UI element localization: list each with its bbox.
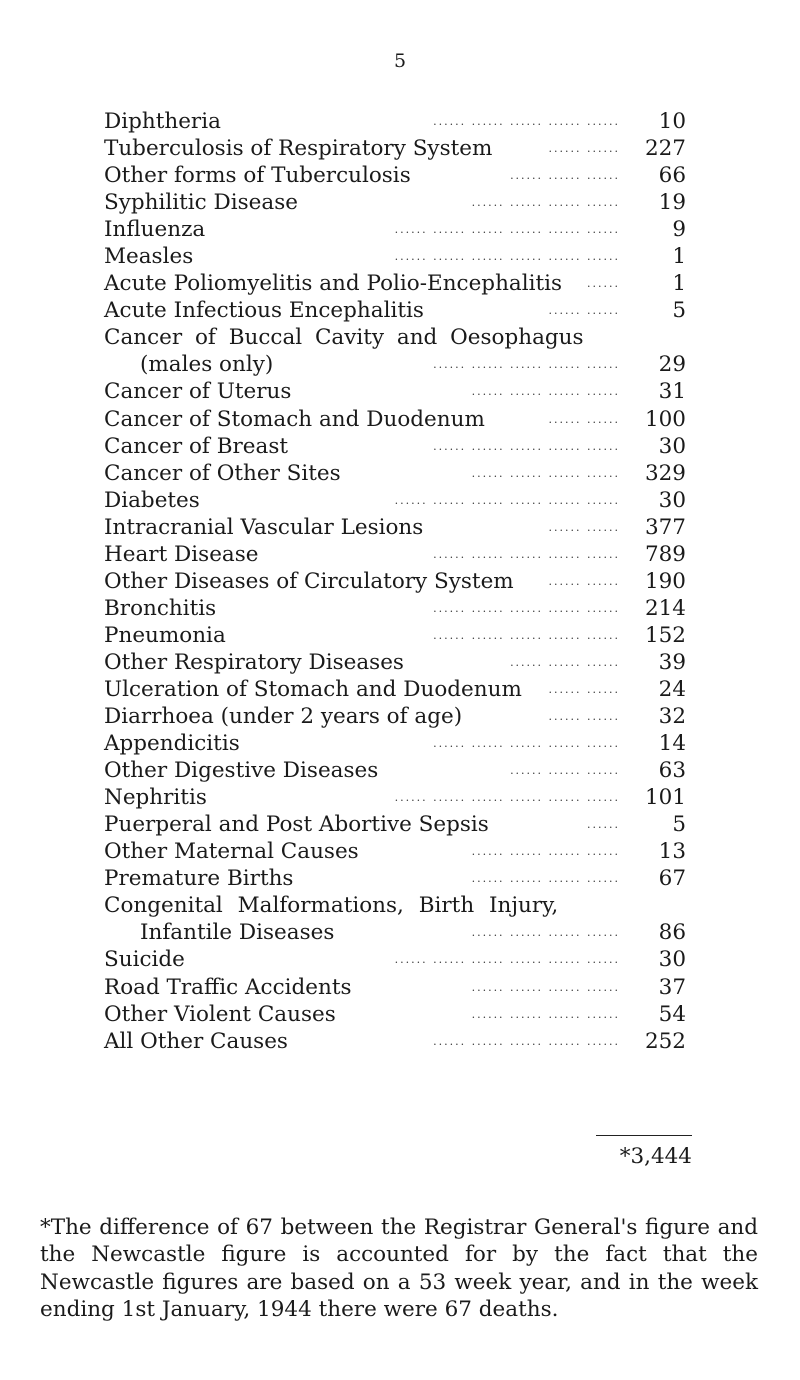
cause-label: Pneumonia (104, 622, 226, 648)
table-row (104, 1001, 694, 1028)
cause-label: Other Digestive Diseases (104, 758, 379, 784)
cause-label: Intracranial Vascular Lesions (104, 514, 424, 540)
cause-count: 1 (672, 271, 686, 297)
dot-leader: ...... ...... ...... ...... ...... ...... (394, 223, 620, 237)
cause-label: Acute Poliomyelitis and Polio-Encephalitis (104, 271, 563, 297)
dot-leader: ...... (587, 818, 620, 832)
cause-label: Other forms of Tuberculosis (104, 163, 411, 189)
cause-label: Appendicitis (104, 731, 240, 757)
cause-count: 54 (658, 1001, 686, 1027)
footnote: *The difference of 67 between the Registrar General's figure and the Newcastle figure is accounted for by the fact that the Newcastle figures are based on a 53 week year, and in the week ending 1st January, 1944 there were 67 deaths. (40, 1214, 758, 1322)
table-row (104, 676, 694, 703)
page-number: 5 (393, 50, 407, 72)
dot-leader: ...... ...... (548, 520, 620, 534)
cause-count: 214 (644, 595, 686, 621)
cause-label: Suicide (104, 947, 185, 973)
table-row (104, 216, 694, 243)
cause-label: All Other Causes (104, 1028, 288, 1054)
total-deaths: *3,444 (619, 1144, 692, 1169)
cause-count: 31 (658, 379, 686, 405)
table-row (104, 135, 694, 162)
dot-leader: ...... ...... ...... (510, 169, 620, 183)
table-row (104, 487, 694, 514)
dot-leader: ...... ...... ...... ...... ...... (433, 547, 620, 561)
cause-count: 29 (658, 352, 686, 378)
table-row (104, 324, 694, 351)
cause-label: (males only) (140, 352, 274, 378)
cause-count: 101 (644, 785, 686, 811)
table-row (104, 838, 694, 865)
table-row (104, 568, 694, 595)
cause-label: Cancer of Uterus (104, 379, 292, 405)
cause-label: Heart Disease (104, 541, 259, 567)
cause-label: Tuberculosis of Respiratory System (104, 136, 493, 162)
table-row (104, 351, 694, 378)
cause-label: Measles (104, 244, 194, 270)
table-row (104, 946, 694, 973)
table-row (104, 514, 694, 541)
table-row (104, 108, 694, 135)
cause-count: 789 (644, 541, 686, 567)
dot-leader: ...... ...... ...... (510, 655, 620, 669)
cause-label: Other Maternal Causes (104, 839, 359, 865)
cause-count: 63 (658, 758, 686, 784)
cause-count: 190 (644, 568, 686, 594)
table-row (104, 162, 694, 189)
cause-label: Cancer of Other Sites (104, 460, 341, 486)
cause-count: 19 (658, 190, 686, 216)
dot-leader: ...... ...... ...... ...... (471, 980, 620, 994)
table-row (104, 406, 694, 433)
dot-leader: ...... ...... (548, 682, 620, 696)
cause-label: Syphilitic Disease (104, 190, 298, 216)
cause-count: 30 (658, 433, 686, 459)
dot-leader: ...... ...... (548, 412, 620, 426)
cause-label: Puerperal and Post Abortive Sepsis (104, 812, 489, 838)
cause-count: 32 (658, 704, 686, 730)
table-row (104, 811, 694, 838)
dot-leader: ...... ...... ...... ...... ...... ...... (394, 953, 620, 967)
dot-leader: ...... ...... ...... ...... ...... ...... (394, 791, 620, 805)
cause-count: 227 (644, 136, 686, 162)
cause-label: Cancer of Stomach and Duodenum (104, 406, 485, 432)
cause-count: 5 (672, 298, 686, 324)
table-row (104, 974, 694, 1001)
cause-count: 377 (644, 514, 686, 540)
cause-count: 152 (644, 622, 686, 648)
cause-label: Road Traffic Accidents (104, 974, 352, 1000)
table-row (104, 622, 694, 649)
dot-leader: ...... ...... ...... ...... ...... ...... (394, 250, 620, 264)
cause-label: Infantile Diseases (140, 920, 335, 946)
table-row (104, 757, 694, 784)
dot-leader: ...... ...... ...... ...... ...... (433, 737, 620, 751)
dot-leader: ...... ...... ...... ...... (471, 872, 620, 886)
table-row (104, 703, 694, 730)
cause-label: Other Diseases of Circulatory System (104, 568, 514, 594)
dot-leader: ...... ...... ...... ...... (471, 385, 620, 399)
table-row (104, 892, 694, 919)
table-row (104, 433, 694, 460)
dot-leader: ...... ...... ...... ...... ...... (433, 115, 620, 128)
cause-count: 252 (644, 1028, 686, 1054)
dot-leader: ...... ...... ...... ...... (471, 196, 620, 210)
cause-count: 24 (658, 676, 686, 702)
cause-count: 5 (672, 812, 686, 838)
cause-count: 100 (644, 406, 686, 432)
cause-label: Premature Births (104, 866, 294, 892)
cause-label: Ulceration of Stomach and Duodenum (104, 676, 522, 702)
table-row (104, 730, 694, 757)
cause-label: Bronchitis (104, 595, 217, 621)
cause-label: Diabetes (104, 487, 200, 513)
table-row (104, 189, 694, 216)
dot-leader: ...... ...... (548, 710, 620, 724)
dot-leader: ...... ...... (548, 574, 620, 588)
total-rule (596, 1135, 692, 1136)
table-row (104, 541, 694, 568)
table-row (104, 243, 694, 270)
dot-leader: ...... ...... ...... (510, 764, 620, 778)
cause-count: 67 (658, 866, 686, 892)
cause-label: Diarrhoea (under 2 years of age) (104, 704, 463, 730)
table-row (104, 595, 694, 622)
causes-of-death-table (104, 108, 694, 1055)
table-row (104, 1028, 694, 1055)
cause-label: Nephritis (104, 785, 207, 811)
dot-leader: ...... ...... ...... ...... (471, 466, 620, 480)
cause-count: 39 (658, 649, 686, 675)
cause-label: Other Respiratory Diseases (104, 649, 404, 675)
cause-label: Cancer of Breast (104, 433, 289, 459)
cause-label: Congenital Malformations, Birth Injury, (104, 893, 559, 919)
table-row (104, 460, 694, 487)
table-row (104, 784, 694, 811)
cause-count: 37 (658, 974, 686, 1000)
dot-leader: ...... ...... (548, 304, 620, 318)
cause-count: 1 (672, 244, 686, 270)
table-row (104, 649, 694, 676)
table-row (104, 919, 694, 946)
cause-count: 14 (658, 731, 686, 757)
table-row (104, 270, 694, 297)
cause-count: 30 (658, 947, 686, 973)
dot-leader: ...... ...... ...... ...... (471, 926, 620, 940)
cause-label: Cancer of Buccal Cavity and Oesophagus (104, 325, 584, 351)
cause-count: 10 (658, 109, 686, 134)
dot-leader: ...... ...... ...... ...... ...... (433, 358, 620, 372)
cause-count: 30 (658, 487, 686, 513)
cause-count: 329 (644, 460, 686, 486)
cause-count: 9 (672, 217, 686, 243)
dot-leader: ...... (587, 277, 620, 291)
cause-label: Acute Infectious Encephalitis (104, 298, 424, 324)
dot-leader: ...... ...... ...... ...... (471, 845, 620, 859)
table-row (104, 297, 694, 324)
dot-leader: ...... ...... ...... ...... ...... (433, 628, 620, 642)
dot-leader: ...... ...... ...... ...... ...... ...... (394, 493, 620, 507)
dot-leader: ...... ...... (548, 142, 620, 156)
dot-leader: ...... ...... ...... ...... ...... (433, 439, 620, 453)
cause-count: 66 (658, 163, 686, 189)
table-row (104, 865, 694, 892)
table-row (104, 378, 694, 405)
cause-count: 86 (658, 920, 686, 946)
cause-count: 13 (658, 839, 686, 865)
dot-leader: ...... ...... ...... ...... ...... (433, 601, 620, 615)
cause-label: Diphtheria (104, 109, 221, 134)
dot-leader: ...... ...... ...... ...... (471, 1007, 620, 1021)
cause-label: Influenza (104, 217, 206, 243)
dot-leader: ...... ...... ...... ...... ...... (433, 1034, 620, 1048)
cause-label: Other Violent Causes (104, 1001, 336, 1027)
